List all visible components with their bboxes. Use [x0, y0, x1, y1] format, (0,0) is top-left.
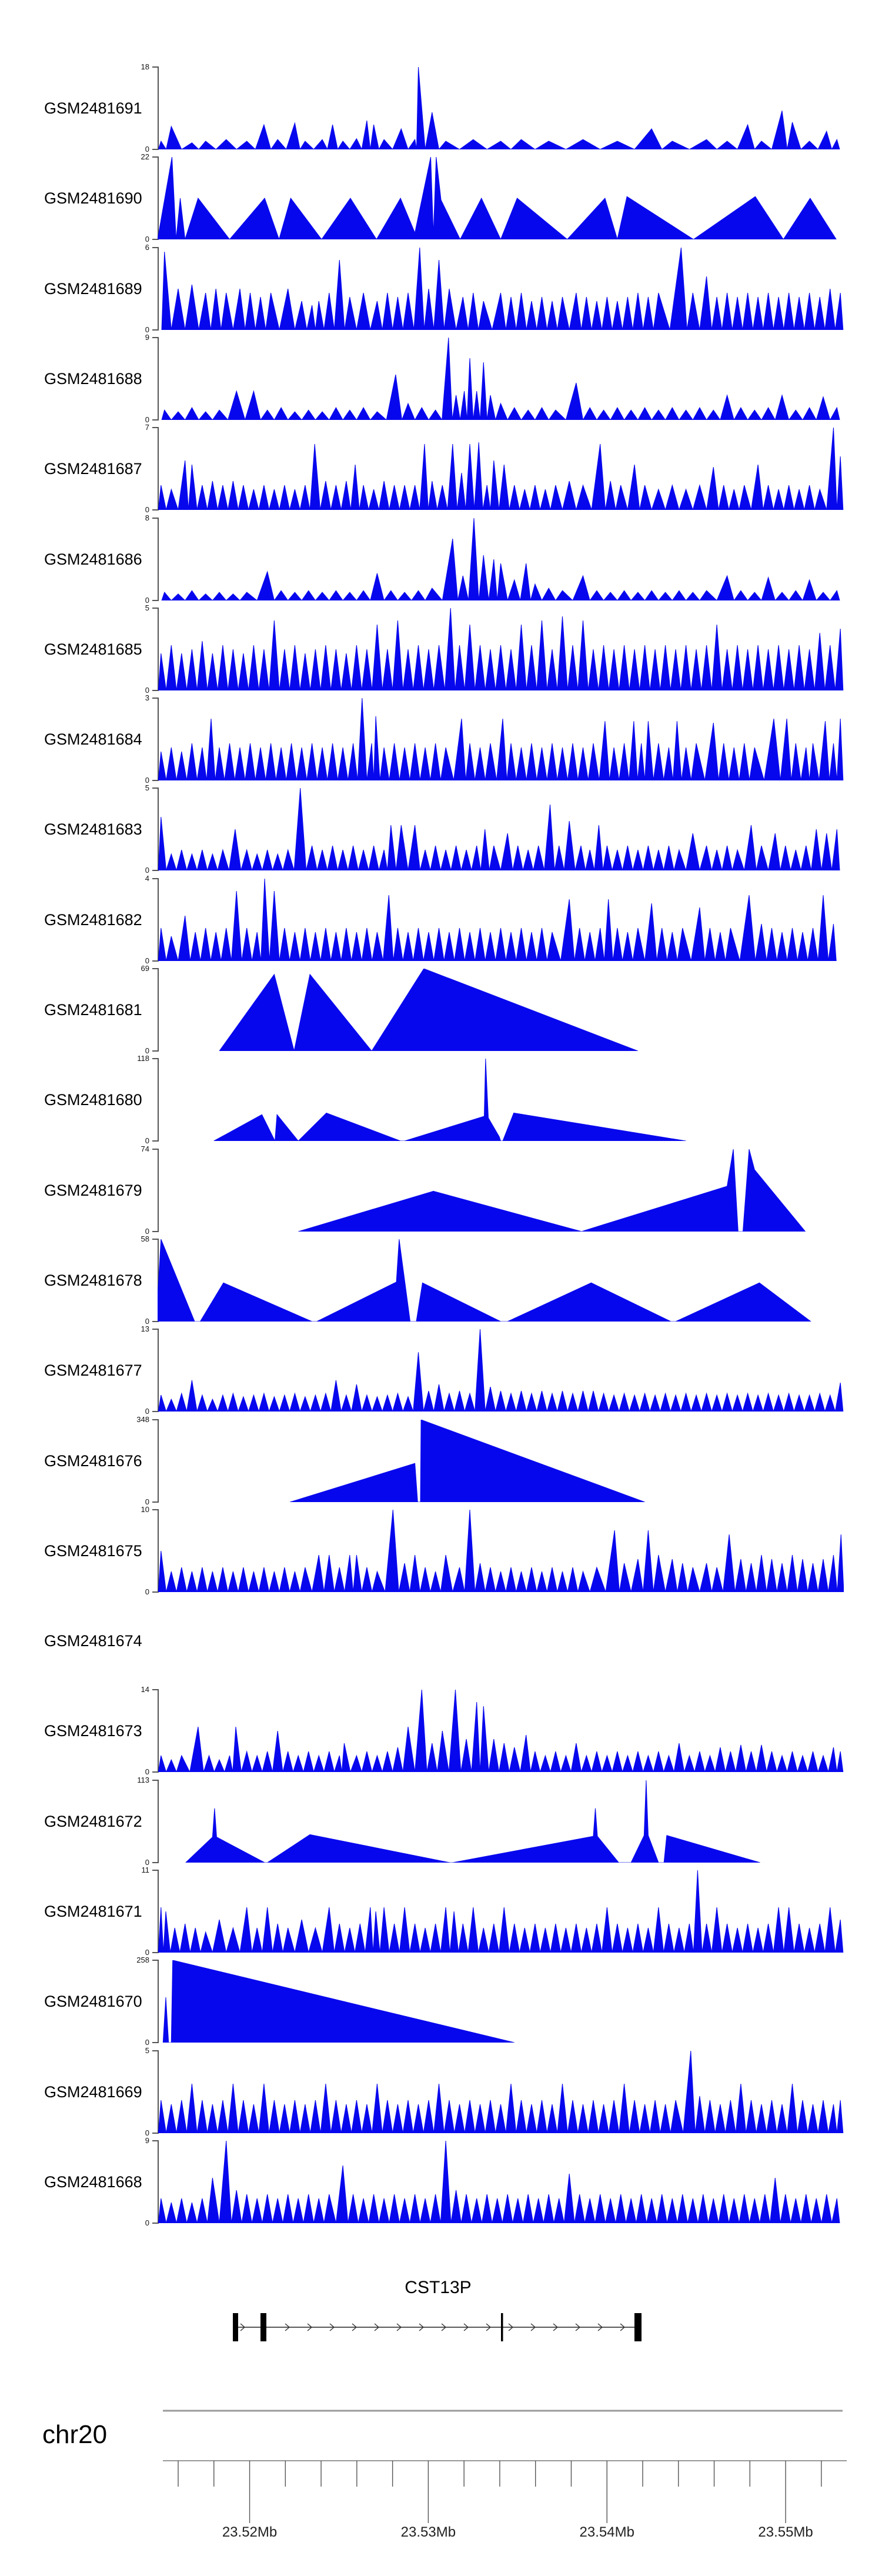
- track-sample-label: GSM2481674: [44, 1632, 142, 1650]
- track-sample-label: GSM2481680: [44, 1091, 142, 1109]
- track-sample-label: GSM2481675: [44, 1541, 142, 1560]
- y-axis-zero-label: 0: [145, 415, 149, 424]
- coverage-plot: [158, 67, 844, 149]
- y-axis-max-label: 348: [136, 1414, 149, 1424]
- y-axis-zero-label: 0: [145, 1948, 149, 1957]
- coverage-plot: [158, 1960, 844, 2043]
- y-axis-max-label: 14: [141, 1685, 149, 1694]
- track-sample-label: GSM2481670: [44, 1993, 142, 2011]
- track-sample-label: GSM2481685: [44, 640, 142, 658]
- y-axis-max-label: 7: [145, 423, 149, 432]
- coverage-plot: [158, 518, 844, 600]
- y-axis-max-label: 69: [141, 964, 149, 973]
- y-axis-zero-label: 0: [145, 2128, 149, 2137]
- track-sample-label: GSM2481678: [44, 1271, 142, 1289]
- coverage-plot: [158, 1149, 844, 1232]
- track-sample-label: GSM2481682: [44, 910, 142, 929]
- track-sample-label: GSM2481672: [44, 1812, 142, 1830]
- coverage-plot: [158, 248, 844, 330]
- ruler-coordinate-label: 23.55Mb: [758, 2524, 813, 2540]
- y-axis-zero-label: 0: [145, 145, 149, 154]
- track-sample-label: GSM2481690: [44, 189, 142, 208]
- y-axis-max-label: 5: [145, 783, 149, 793]
- coverage-plot: [158, 698, 844, 780]
- y-axis-zero-label: 0: [145, 1857, 149, 1867]
- y-axis-max-label: 5: [145, 603, 149, 612]
- y-axis-max-label: 74: [141, 1144, 149, 1153]
- y-axis-max-label: 9: [145, 332, 149, 342]
- y-axis-max-label: 22: [141, 152, 149, 162]
- coverage-plot: [158, 1780, 844, 1863]
- coverage-plot: [158, 1510, 844, 1592]
- y-axis-zero-label: 0: [145, 1046, 149, 1055]
- exon-box: [233, 2313, 238, 2341]
- exon-box: [501, 2313, 503, 2341]
- y-axis-max-label: 3: [145, 693, 149, 703]
- y-axis-max-label: 18: [141, 62, 149, 71]
- coverage-plot: [158, 2051, 844, 2133]
- y-axis-zero-label: 0: [145, 1226, 149, 1236]
- y-axis-zero-label: 0: [145, 776, 149, 785]
- y-axis-max-label: 6: [145, 242, 149, 252]
- y-axis-zero-label: 0: [145, 1497, 149, 1506]
- y-axis-zero-label: 0: [145, 2038, 149, 2047]
- y-axis-zero-label: 0: [145, 1407, 149, 1416]
- chromosome-label: chr20: [42, 2420, 108, 2449]
- y-axis-zero-label: 0: [145, 1587, 149, 1596]
- coverage-plot: [158, 1329, 844, 1412]
- ruler-coordinate-label: 23.52Mb: [222, 2524, 278, 2540]
- coverage-plot: [158, 969, 844, 1051]
- track-sample-label: GSM2481677: [44, 1362, 142, 1380]
- y-axis-max-label: 118: [137, 1054, 149, 1063]
- coverage-plot: [158, 1059, 844, 1141]
- track-sample-label: GSM2481691: [44, 99, 142, 117]
- y-axis-max-label: 10: [141, 1504, 149, 1514]
- y-axis-zero-label: 0: [145, 595, 149, 605]
- y-axis-zero-label: 0: [145, 325, 149, 334]
- track-sample-label: GSM2481673: [44, 1722, 142, 1740]
- y-axis-zero-label: 0: [145, 235, 149, 244]
- exon-box: [634, 2313, 642, 2341]
- y-axis-max-label: 113: [137, 1775, 149, 1784]
- y-axis-zero-label: 0: [145, 1316, 149, 1326]
- y-axis-max-label: 58: [141, 1234, 149, 1243]
- track-sample-label: GSM2481684: [44, 730, 142, 749]
- track-sample-label: GSM2481687: [44, 460, 142, 478]
- y-axis-zero-label: 0: [145, 956, 149, 965]
- gene-model-glyph: [229, 2310, 647, 2344]
- y-axis-zero-label: 0: [145, 685, 149, 695]
- track-sample-label: GSM2481679: [44, 1181, 142, 1199]
- ruler-coordinate-label: 23.53Mb: [400, 2524, 456, 2540]
- coverage-plot: [158, 879, 844, 961]
- exon-box: [260, 2313, 266, 2341]
- y-axis-zero-label: 0: [145, 1136, 149, 1146]
- track-sample-label: GSM2481669: [44, 2083, 142, 2101]
- track-sample-label: GSM2481689: [44, 279, 142, 298]
- track-sample-label: GSM2481686: [44, 550, 142, 568]
- coverage-plot: [158, 157, 844, 239]
- y-axis-max-label: 8: [145, 513, 149, 522]
- track-sample-label: GSM2481676: [44, 1451, 142, 1470]
- coverage-plot: [158, 788, 844, 870]
- coverage-plot: [158, 1420, 844, 1502]
- track-sample-label: GSM2481668: [44, 2173, 142, 2191]
- y-axis-max-label: 9: [145, 2135, 149, 2145]
- y-axis-max-label: 4: [145, 873, 149, 883]
- coverage-plot: [158, 1870, 844, 1953]
- y-axis-max-label: 13: [141, 1324, 149, 1334]
- y-axis-zero-label: 0: [145, 2218, 149, 2227]
- coverage-plot: [158, 428, 844, 510]
- y-axis-max-label: 258: [136, 1956, 149, 1965]
- y-axis-zero-label: 0: [145, 866, 149, 875]
- coverage-plot: [158, 2141, 844, 2223]
- coverage-plot: [158, 608, 844, 690]
- track-sample-label: GSM2481671: [44, 1903, 142, 1920]
- track-sample-label: GSM2481681: [44, 1001, 142, 1019]
- y-axis-max-label: 5: [145, 2046, 149, 2055]
- y-axis-max-label: 11: [141, 1866, 149, 1874]
- track-sample-label: GSM2481683: [44, 820, 142, 839]
- coverage-plot: [158, 338, 844, 420]
- gene-name-label: CST13P: [405, 2278, 472, 2297]
- coverage-plot: [158, 1239, 844, 1322]
- track-sample-label: GSM2481688: [44, 369, 142, 388]
- y-axis-zero-label: 0: [145, 1767, 149, 1777]
- y-axis-zero-label: 0: [145, 505, 149, 515]
- coverage-plot: [158, 1690, 844, 1772]
- ruler-coordinate-label: 23.54Mb: [579, 2524, 634, 2540]
